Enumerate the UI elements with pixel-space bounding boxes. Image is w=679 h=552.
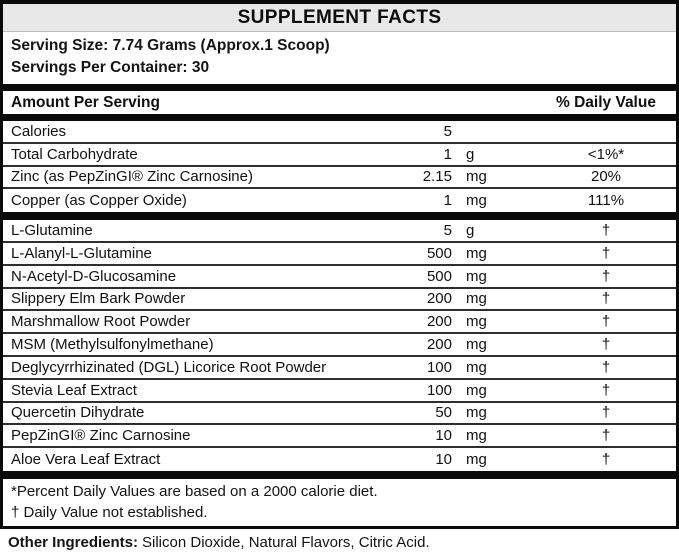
daily-value: † <box>601 336 611 354</box>
ingredient-rows <box>3 220 676 471</box>
amount-value: 1 <box>443 145 452 163</box>
table-row <box>3 357 676 380</box>
amount-per-serving-header: Amount Per Serving <box>11 93 160 111</box>
amount-value: 200 <box>426 336 452 354</box>
amount-unit: mg <box>466 427 487 445</box>
amount-value: 5 <box>443 122 452 140</box>
nutrient-name: Stevia Leaf Extract <box>11 381 137 399</box>
daily-value: † <box>601 290 611 308</box>
table-row <box>3 243 676 266</box>
table-row <box>3 144 676 167</box>
table-row <box>3 448 676 471</box>
daily-value: † <box>601 451 611 469</box>
daily-value: † <box>601 313 611 331</box>
amount-unit: mg <box>466 290 487 308</box>
nutrient-name: Calories <box>11 122 67 140</box>
daily-value-not-established-note: † Daily Value not established. <box>11 503 208 521</box>
table-row <box>3 167 676 190</box>
table-row <box>3 289 676 312</box>
nutrient-name: N-Acetyl-D-Glucosamine <box>11 267 177 285</box>
nutrient-name: Zinc (as PepZinGI® Zinc Carnosine) <box>11 168 253 186</box>
divider-thick <box>3 84 676 91</box>
daily-value: † <box>601 381 611 399</box>
amount-value: 500 <box>426 267 452 285</box>
nutrient-name: Marshmallow Root Powder <box>11 313 191 331</box>
daily-value: 20% <box>590 168 622 186</box>
divider-thick <box>3 471 676 479</box>
nutrient-name: MSM (Methylsulfonylmethane) <box>11 336 214 354</box>
daily-value: † <box>601 267 611 285</box>
amount-value: 5 <box>443 222 452 240</box>
amount-unit: mg <box>466 244 487 262</box>
amount-value: 100 <box>426 358 452 376</box>
other-ingredients-label: Other Ingredients: <box>8 533 139 551</box>
other-ingredients-text: Silicon Dioxide, Natural Flavors, Citric Acid. <box>142 533 430 551</box>
nutrient-name: Quercetin Dihydrate <box>11 404 145 422</box>
daily-value: † <box>601 358 611 376</box>
daily-value: † <box>601 244 611 262</box>
amount-value: 200 <box>426 290 452 308</box>
table-row <box>3 311 676 334</box>
nutrient-rows <box>3 121 676 212</box>
divider-thick <box>3 212 676 220</box>
daily-value: † <box>601 427 611 445</box>
amount-unit: mg <box>466 358 487 376</box>
table-row <box>3 189 676 212</box>
nutrient-name: L-Alanyl-L-Glutamine <box>11 244 152 262</box>
amount-unit: g <box>466 145 475 163</box>
amount-value: 10 <box>435 427 452 445</box>
nutrient-name: Total Carbohydrate <box>11 145 138 163</box>
percent-daily-value-note: *Percent Daily Values are based on a 2000 calorie diet. <box>11 482 378 500</box>
daily-value: <1%* <box>587 145 625 163</box>
amount-value: 50 <box>435 404 452 422</box>
serving-info <box>3 32 676 84</box>
amount-unit: mg <box>466 381 487 399</box>
amount-unit: mg <box>466 336 487 354</box>
table-row <box>3 220 676 243</box>
nutrient-name: Aloe Vera Leaf Extract <box>11 451 161 469</box>
amount-value: 100 <box>426 381 452 399</box>
amount-unit: mg <box>466 313 487 331</box>
nutrient-name: Deglycyrrhizinated (DGL) Licorice Root Powder <box>11 358 327 376</box>
column-header-row <box>3 91 676 114</box>
nutrient-name: PepZinGI® Zinc Carnosine <box>11 427 191 445</box>
daily-value-header: % Daily Value <box>556 93 656 111</box>
nutrient-name: L-Glutamine <box>11 222 93 240</box>
table-row <box>3 121 676 144</box>
daily-value: † <box>601 404 611 422</box>
nutrient-name: Copper (as Copper Oxide) <box>11 192 187 210</box>
footnotes <box>3 479 676 526</box>
amount-unit: mg <box>466 267 487 285</box>
amount-unit: mg <box>466 404 487 422</box>
amount-unit: mg <box>466 192 487 210</box>
other-ingredients <box>0 529 679 552</box>
divider-thick <box>3 114 676 121</box>
daily-value: † <box>601 222 611 240</box>
amount-value: 500 <box>426 244 452 262</box>
amount-unit: mg <box>466 451 487 469</box>
amount-unit: mg <box>466 168 487 186</box>
amount-value: 10 <box>435 451 452 469</box>
amount-unit: g <box>466 222 475 240</box>
table-row <box>3 380 676 403</box>
table-row <box>3 334 676 357</box>
serving-size: Serving Size: 7.74 Grams (Approx.1 Scoop) <box>11 37 330 54</box>
amount-value: 1 <box>443 192 452 210</box>
table-row <box>3 403 676 426</box>
amount-value: 200 <box>426 313 452 331</box>
table-row <box>3 425 676 448</box>
amount-value: 2.15 <box>422 168 452 186</box>
servings-per-container: Servings Per Container: 30 <box>11 59 210 76</box>
daily-value: 111% <box>587 192 625 210</box>
nutrient-name: Slippery Elm Bark Powder <box>11 290 186 308</box>
table-row <box>3 266 676 289</box>
page-title: SUPPLEMENT FACTS <box>237 6 442 28</box>
title-bar <box>3 4 676 32</box>
